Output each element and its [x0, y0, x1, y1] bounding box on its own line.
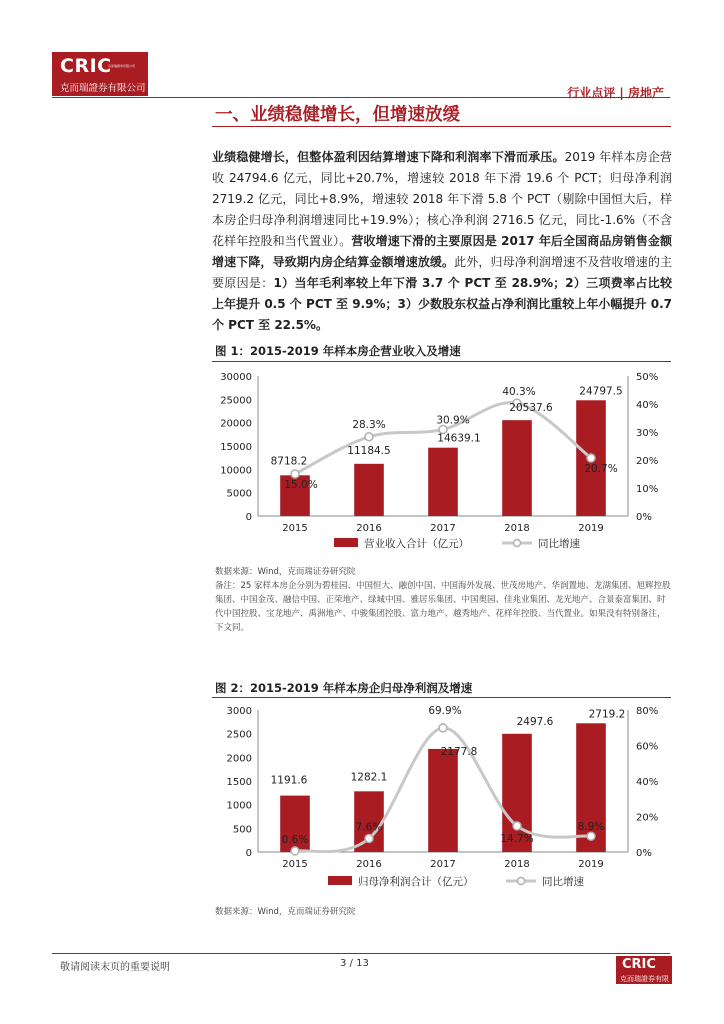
growth-point	[513, 822, 521, 830]
legend-line-label: 同比增速	[542, 876, 584, 888]
legend-bar-swatch	[334, 538, 358, 547]
y2-tick-label: 10%	[636, 484, 659, 495]
x-tick-label: 2018	[504, 523, 530, 534]
y-tick-label: 15000	[220, 442, 252, 453]
para-bold-3: 1）当年毛利率较上年下滑 3.7 个 PCT 至 28.9%；2）三项费率占比较上年提升 0.5 个 PCT 至 9.9%；3）少数股东权益占净利润比重较上年小幅提升 0.7 个 PCT 至 22.5%。	[212, 276, 672, 332]
y2-tick-label: 20%	[636, 812, 659, 824]
x-tick-label: 2018	[504, 859, 530, 870]
fig1-title: 图 1：2015-2019 年样本房企营业收入及增速	[215, 344, 461, 358]
growth-point	[439, 724, 447, 732]
y-tick-label: 0	[245, 848, 252, 859]
para-bold-2: 营收增速下滑的主要原因是 2017 年后全国商品房销售金额增速下降，导致期内房企结算金额增速放缓。	[212, 234, 672, 269]
x-tick-label: 2019	[578, 523, 604, 534]
para-text-2: 此外，归母净利润增速不及营收增速的主要原因是：	[212, 255, 672, 290]
y-tick-label: 2000	[226, 753, 252, 765]
bar-value-label: 24797.5	[579, 385, 623, 398]
bar-value-label: 2719.2	[588, 708, 626, 721]
bar-value-label: 1191.6	[270, 774, 308, 787]
y-tick-label: 30000	[220, 372, 252, 383]
legend-line-marker	[514, 540, 521, 547]
growth-value-label: 28.3%	[352, 418, 386, 431]
y-tick-label: 3000	[226, 706, 252, 717]
header-divider	[52, 97, 670, 98]
para-text-1: 2019 年样本房企营收 24794.6 亿元，同比+20.7%，增速较 2018 年下滑 19.6 个 PCT；归母净利润 2719.2 亿元，同比+8.9%，增速较 2018 年下滑 5.8 个 PCT（剔除中国恒大后，样本房企归母净利润增速同比+19.9%）；核心净利润 2716.5 亿元，同比-1.6%（不含花样年控股和当代置业）。	[212, 150, 672, 248]
y2-tick-label: 20%	[636, 456, 659, 467]
footer-logo	[616, 956, 672, 993]
y-tick-label: 500	[232, 824, 252, 836]
bar-value-label: 1282.1	[350, 771, 388, 784]
y2-tick-label: 50%	[636, 372, 659, 383]
x-tick-label: 2017	[430, 523, 456, 534]
fig2-source: 数据来源：Wind，克而瑞证券研究院	[215, 907, 356, 917]
footer-divider	[52, 953, 670, 954]
fig1-remark: 备注：25 家样本房企分别为碧桂园、中国恒大、融创中国、中国海外发展、世茂房地产、华润置地、龙湖集团、旭辉控股集团、中国金茂、融信中国、正荣地产、绿城中国、雅居乐集团、中国奥园、佳兆业集团、龙光地产、合景泰富集团、时代中国控股、宝龙地产、禹洲地产、中骏集团控股、富力地产、越秀地产、花样年控股、当代置业。如果没有特别备注，下文同。	[215, 581, 671, 633]
growth-value-label: 0.6%	[281, 833, 309, 846]
fig1-source: 数据来源：Wind，克而瑞证券研究院	[215, 567, 356, 577]
y2-tick-label: 30%	[636, 428, 659, 439]
y2-tick-label: 0%	[636, 848, 652, 859]
growth-value-label: 20.7%	[584, 463, 618, 476]
x-tick-label: 2017	[430, 859, 456, 870]
y-tick-label: 1000	[226, 800, 252, 812]
para-bold-1: 业绩稳健增长，但整体盈利因结算增速下降和利润率下滑而承压。	[212, 150, 565, 164]
legend-line-marker	[518, 878, 525, 885]
bar-value-label: 8718.2	[270, 455, 308, 468]
y-tick-label: 5000	[226, 488, 252, 500]
bar-value-label: 2497.6	[516, 715, 554, 728]
x-tick-label: 2016	[356, 859, 382, 870]
y-tick-label: 2500	[226, 729, 252, 741]
bar-value-label: 14639.1	[437, 432, 481, 445]
y2-tick-label: 40%	[636, 400, 659, 411]
y2-tick-label: 60%	[636, 741, 659, 753]
y-tick-label: 25000	[220, 395, 252, 407]
report-category: 行业点评 | 房地产	[567, 86, 664, 100]
x-tick-label: 2015	[282, 523, 308, 534]
growth-point	[291, 470, 299, 478]
bar-value-label: 2177.8	[440, 745, 478, 758]
bar-value-label: 20537.6	[509, 402, 553, 415]
y-tick-label: 20000	[220, 418, 252, 430]
x-tick-label: 2019	[578, 859, 604, 870]
bar	[502, 420, 532, 516]
growth-value-label: 30.9%	[436, 414, 470, 427]
growth-point	[587, 454, 595, 462]
y2-tick-label: 80%	[636, 706, 659, 717]
x-tick-label: 2016	[356, 523, 382, 534]
growth-value-label: 8.9%	[577, 821, 605, 834]
growth-point	[587, 832, 595, 840]
legend-bar-swatch	[328, 876, 352, 885]
page-number: 3 / 13	[340, 958, 369, 969]
bar	[428, 749, 458, 852]
header-logo	[52, 52, 148, 96]
legend-line-label: 同比增速	[538, 538, 580, 550]
growth-point	[365, 835, 373, 843]
logo-text: CRIC	[60, 55, 112, 77]
logo-subtitle: 克而瑞證券有限公司	[60, 83, 146, 94]
fig2-title: 图 2：2015-2019 年样本房企归母净利润及增速	[215, 681, 473, 695]
y-tick-label: 1500	[226, 777, 252, 788]
x-tick-label: 2015	[282, 859, 308, 870]
growth-value-label: 69.9%	[428, 704, 462, 717]
legend-bar-label: 归母净利润合计（亿元）	[358, 876, 474, 888]
growth-value-label: 7.6%	[355, 821, 383, 834]
bar	[428, 448, 458, 516]
y2-tick-label: 40%	[636, 777, 659, 788]
growth-point	[365, 433, 373, 441]
y-tick-label: 10000	[220, 465, 252, 477]
legend-bar-label: 营业收入合计（亿元）	[364, 538, 469, 550]
growth-value-label: 14.7%	[500, 832, 534, 845]
growth-point	[291, 847, 299, 855]
footer-disclaimer-link: 敬请阅读末页的重要说明	[60, 962, 170, 973]
growth-value-label: 15.0%	[284, 479, 318, 491]
growth-value-label: 40.3%	[502, 386, 536, 399]
logo-small-text: 克而瑞證券有限公司	[108, 64, 136, 68]
fig2-chart	[212, 698, 672, 896]
y2-tick-label: 0%	[636, 512, 652, 523]
y-tick-label: 0	[245, 512, 252, 523]
bar	[354, 464, 384, 516]
fig1-chart	[212, 362, 672, 560]
bar-value-label: 11184.5	[347, 444, 391, 457]
section-divider	[212, 126, 671, 127]
footer-logo-subtitle: 克而瑞證券有限公司	[620, 975, 669, 993]
footer-logo-text: CRIC	[622, 957, 656, 972]
section-title: 一、业绩稳健增长，但增速放缓	[215, 105, 460, 125]
body-paragraph	[212, 147, 672, 336]
